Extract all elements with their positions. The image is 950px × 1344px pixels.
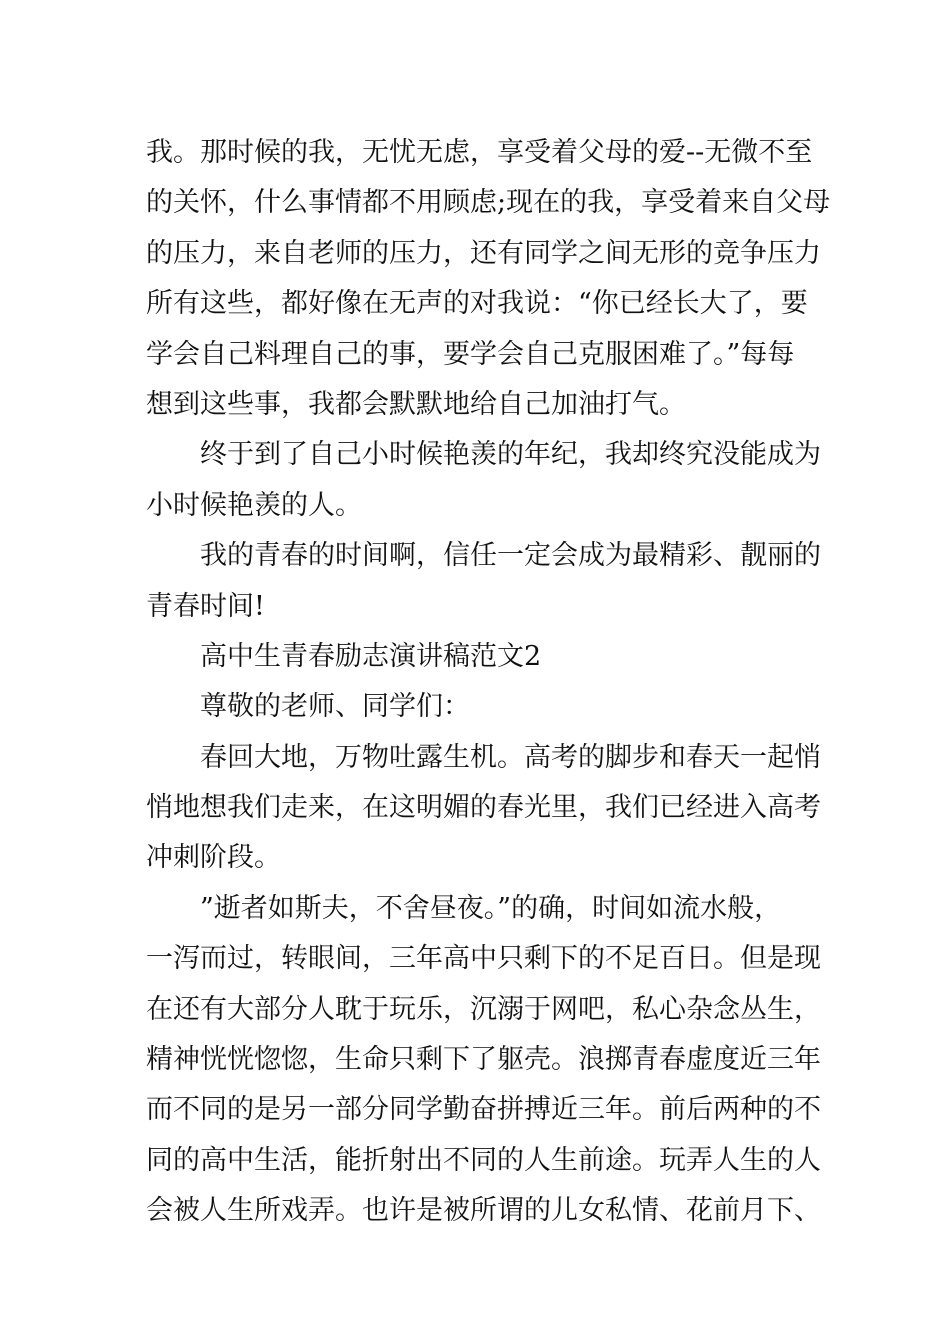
paragraph-first-line: ”逝者如斯夫，不舍昼夜。”的确，时间如流水般， [200,892,782,924]
text-line: 在还有大部分人耽于玩乐，沉溺于网吧，私心杂念丛生， [146,993,821,1025]
text-line: 想到这些事，我都会默默地给自己加油打气。 [146,388,686,420]
text-line: 悄地想我们走来，在这明媚的春光里，我们已经进入高考 [146,792,821,824]
text-line: 的关怀，什么事情都不用顾虑;现在的我，享受着来自父母 [146,187,831,219]
text-line: 而不同的是另一部分同学勤奋拼搏近三年。前后两种的不 [146,1094,821,1126]
text-line: 会被人生所戏弄。也许是被所谓的儿女私情、花前月下、 [146,1195,821,1227]
paragraph-first-line: 我的青春的时间啊，信任一定会成为最精彩、靓丽的 [200,540,821,572]
text-line: 同的高中生活，能折射出不同的人生前途。玩弄人生的人 [146,1144,821,1176]
text-line: 一泻而过，转眼间，三年高中只剩下的不足百日。但是现 [146,943,821,975]
body-text [146,128,831,1237]
section-title: 高中生青春励志演讲稿范文2 [200,640,542,672]
text-line: 青春时间! [146,590,265,622]
text-line: 小时候艳羡的人。 [146,489,362,521]
text-line: 学会自己料理自己的事，要学会自己克服困难了。”每每 [146,338,795,370]
text-line: 冲刺阶段。 [146,842,281,874]
text-line: 所有这些，都好像在无声的对我说：“你已经长大了，要 [146,288,808,320]
salutation: 尊敬的老师、同学们： [200,691,470,723]
text-line: 我。那时候的我，无忧无虑，享受着父母的爱--无微不至 [146,137,813,168]
paragraph-first-line: 终于到了自己小时候艳羡的年纪，我却终究没能成为 [200,439,821,471]
paragraph-first-line: 春回大地，万物吐露生机。高考的脚步和春天一起悄 [200,741,821,773]
text-line: 精神恍恍惚惚，生命只剩下了躯壳。浪掷青春虚度近三年 [146,1044,821,1076]
text-line: 的压力，来自老师的压力，还有同学之间无形的竞争压力 [146,237,821,269]
